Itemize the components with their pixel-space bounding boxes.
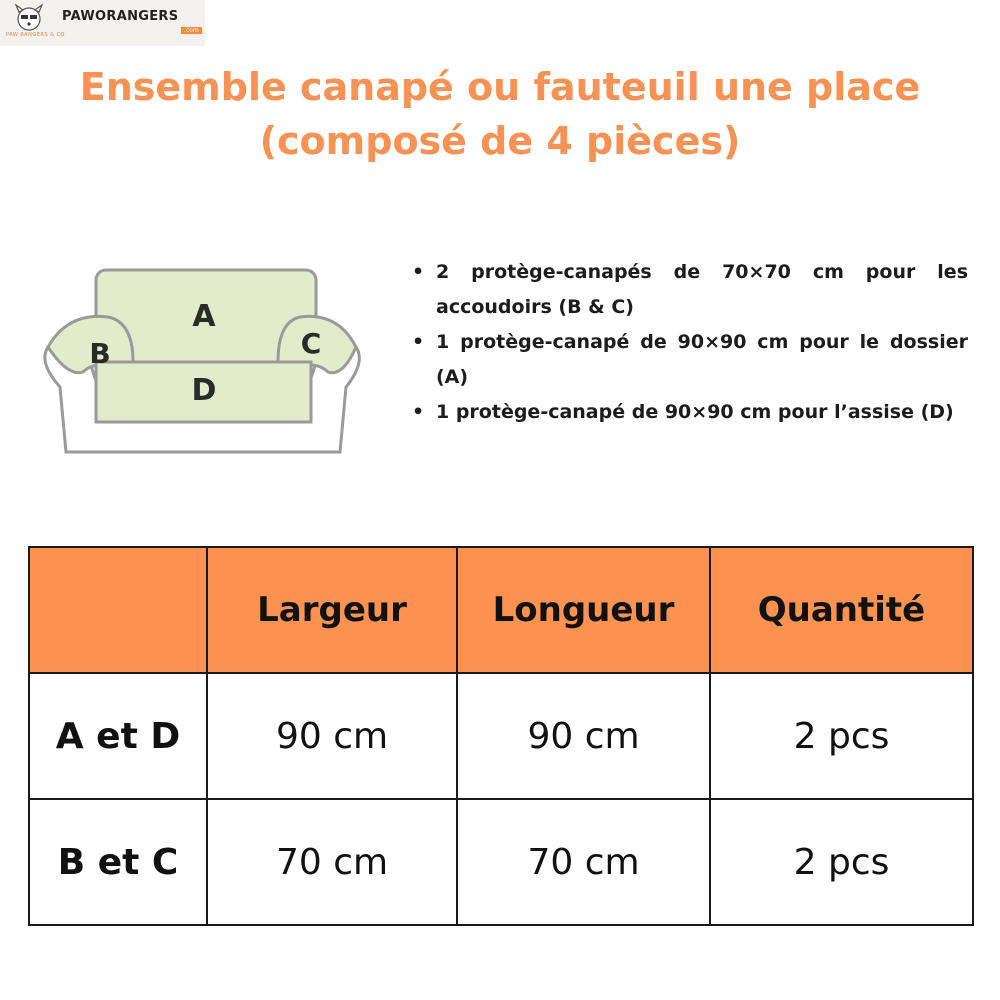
brand-logo (0, 0, 205, 46)
list-item: • 2 protège-canapés de 70×70 cm pour les accoudoirs (B & C) (408, 255, 968, 325)
brand-name: PAWORANGERS (62, 9, 179, 24)
cell-longueur: 90 cm (457, 673, 710, 799)
label-c: C (300, 327, 322, 360)
cell-longueur: 70 cm (457, 799, 710, 925)
dog-mascot-icon (4, 4, 54, 34)
cell-largeur: 90 cm (207, 673, 457, 799)
header-cell-empty (29, 547, 207, 673)
list-item: • 1 protège-canapé de 90×90 cm pour le dossier (A) (408, 325, 968, 395)
table-header-row (29, 547, 973, 673)
cell-quantite: 2 pcs (710, 799, 973, 925)
brand-tagline: PAW RANGERS & CO (6, 32, 65, 38)
header-quantite: Quantité (710, 547, 973, 673)
row-label: A et D (29, 673, 207, 799)
title-line-1: Ensemble canapé ou fauteuil une place (79, 65, 921, 109)
sofa-diagram (38, 262, 368, 462)
label-a: A (192, 299, 216, 334)
brand-domain: .com (181, 27, 202, 34)
label-d: D (191, 373, 217, 408)
table-row (29, 799, 973, 925)
label-b: B (89, 337, 111, 370)
header-longueur: Longueur (457, 547, 710, 673)
list-item: • 1 protège-canapé de 90×90 cm pour l’assise (D) (408, 395, 968, 430)
header-largeur: Largeur (207, 547, 457, 673)
table-row (29, 673, 973, 799)
row-label: B et C (29, 799, 207, 925)
cell-quantite: 2 pcs (710, 673, 973, 799)
size-table (28, 546, 974, 926)
page-title (0, 60, 1000, 168)
piece-list (408, 255, 968, 430)
title-line-2: (composé de 4 pièces) (259, 119, 741, 163)
cell-largeur: 70 cm (207, 799, 457, 925)
